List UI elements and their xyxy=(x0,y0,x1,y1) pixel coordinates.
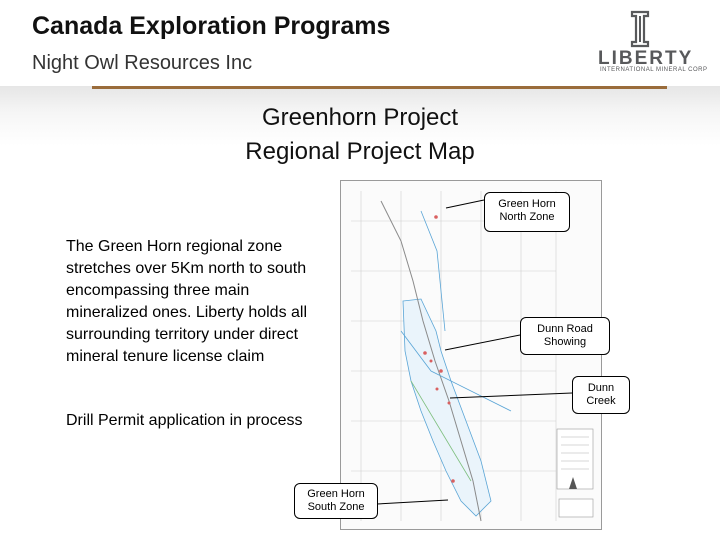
logo-wordmark: LIBERTY xyxy=(598,48,694,69)
header-title: Canada Exploration Programs xyxy=(32,12,391,40)
callout-dunn-creek: Dunn Creek xyxy=(572,376,630,414)
description-paragraph: The Green Horn regional zone stretches over 5Km north to south encompassing three main mineralized ones. Liberty holds all surrounding territory under direct mineral tenure license claim xyxy=(66,238,308,365)
header-divider xyxy=(92,86,667,89)
permit-paragraph: Drill Permit application in process xyxy=(66,412,303,429)
map-drawing xyxy=(341,181,603,531)
logo-tagline: INTERNATIONAL MINERAL CORP xyxy=(600,67,708,73)
callout-north-zone: Green Horn North Zone xyxy=(484,192,570,232)
header-subtitle: Night Owl Resources Inc xyxy=(32,52,253,74)
callout-dunn-road: Dunn Road Showing xyxy=(520,317,610,355)
slide-title-line1: Greenhorn Project xyxy=(261,104,459,131)
callout-south-zone: Green Horn South Zone xyxy=(294,483,378,519)
slide-title-line2: Regional Project Map xyxy=(245,138,475,165)
regional-project-map xyxy=(340,180,602,530)
